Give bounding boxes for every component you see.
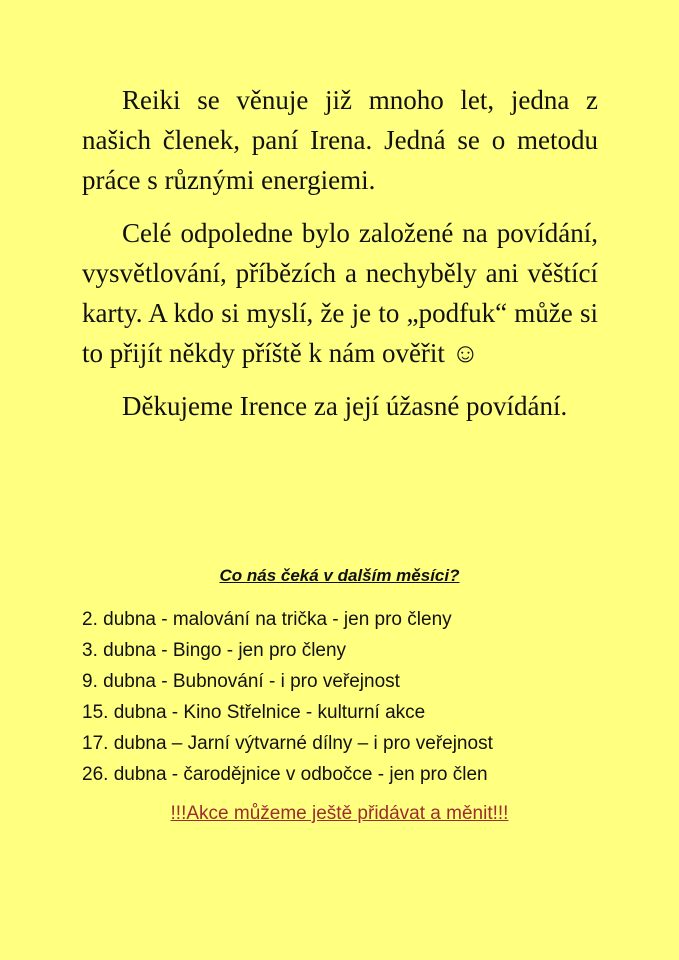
event-item: 3. dubna - Bingo - jen pro členy — [82, 640, 347, 661]
events-heading: Co nás čeká v dalším měsíci? — [219, 566, 460, 585]
article-paragraph-2: Celé odpoledne bylo založené na povídání, vysvětlování, příbězích a nechyběly ani věštící karty. A kdo si myslí, že je to „podfuk“ může si to přijít někdy příště k nám ověřit ☺ — [82, 218, 598, 368]
article-paragraph-3: Děkujeme Irence za její úžasné povídání. — [122, 391, 568, 421]
article-paragraph-1: Reiki se věnuje již mnoho let, jedna z našich členek, paní Irena. Jedná se o metodu práce s různými energiemi. — [82, 85, 598, 195]
events-list — [82, 604, 493, 790]
event-item: 17. dubna – Jarní výtvarné dílny – i pro veřejnost — [82, 733, 493, 754]
event-item: 15. dubna - Kino Střelnice - kulturní akce — [82, 702, 426, 723]
event-item: 26. dubna - čarodějnice v odbočce - jen pro člen — [82, 764, 488, 785]
event-item: 2. dubna - malování na trička - jen pro členy — [82, 609, 452, 630]
article-body — [82, 80, 598, 439]
event-item: 9. dubna - Bubnování - i pro veřejnost — [82, 671, 400, 692]
events-note: !!!Akce můžeme ještě přidávat a měnit!!! — [170, 803, 509, 824]
